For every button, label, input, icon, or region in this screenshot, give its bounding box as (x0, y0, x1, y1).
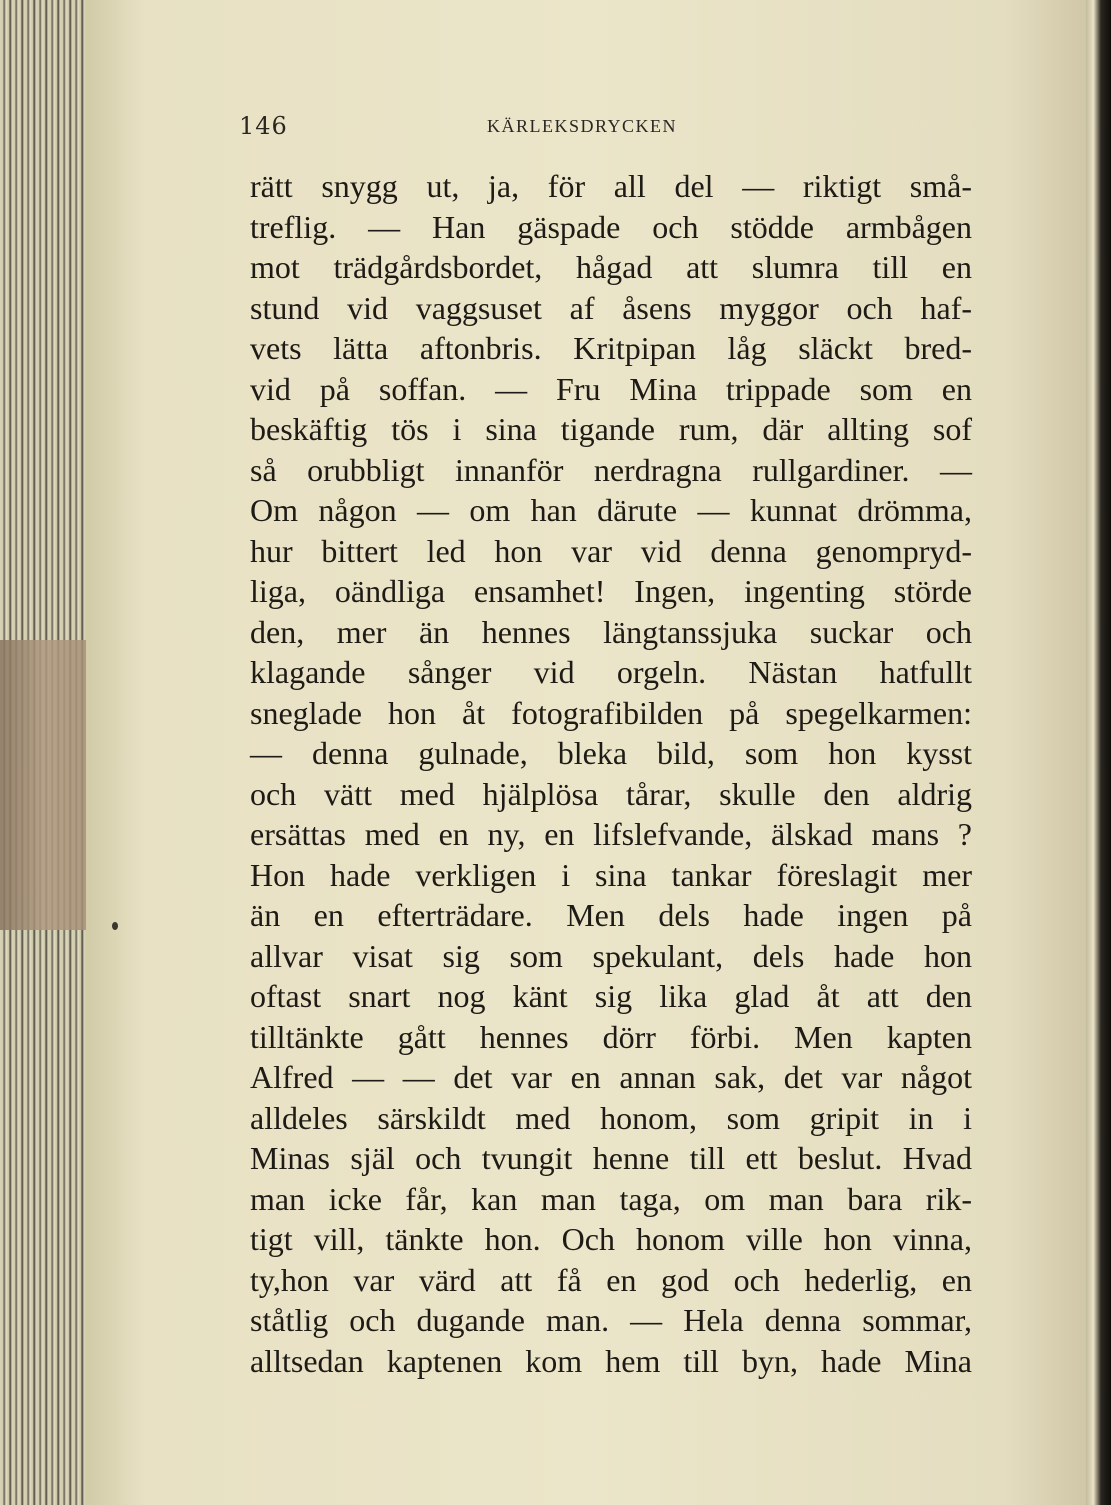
text-line: ty,hon var värd att få en god och hederlig, en (250, 1261, 972, 1298)
text-line: så orubbligt innanför nerdragna rullgardiner. — (250, 451, 972, 488)
body-text (250, 166, 972, 1381)
text-line: ersättas med en ny, en lifslefvande, älskad mans ? (250, 816, 972, 852)
text-line: oftast snart nog känt sig lika glad åt att den (250, 978, 972, 1014)
ink-speck (112, 922, 118, 930)
text-line: treflig. — Han gäspade och stödde armbågen (250, 208, 972, 245)
text-line: vid på soffan. — Fru Mina trippade som en (250, 370, 972, 407)
text-line: Hon hade verkligen i sina tankar föreslagit mer (250, 856, 972, 893)
text-line: beskäftig tös i sina tigande rum, där allting sof (250, 411, 972, 447)
text-line: ståtlig och dugande man. — Hela denna sommar, (250, 1302, 972, 1338)
text-line: hur bittert led hon var vid denna genompryd- (250, 532, 972, 569)
page-number: 146 (239, 112, 288, 140)
text-line: Minas själ och tvungit henne till ett beslut. Hvad (250, 1140, 972, 1176)
text-line: vets lätta aftonbris. Kritpipan låg släckt bred- (250, 330, 972, 366)
text-line: tigt vill, tänkte hon. Och honom ville hon vinna, (250, 1221, 972, 1257)
text-line: klagande sånger vid orgeln. Nästan hatfullt (250, 654, 972, 690)
text-line: Alfred — — det var en annan sak, det var något (250, 1059, 972, 1095)
text-line: den, mer än hennes längtanssjuka suckar och (250, 613, 972, 650)
text-line: man icke får, kan man taga, om man bara rik- (250, 1180, 972, 1217)
text-line: och vätt med hjälplösa tårar, skulle den aldrig (250, 775, 972, 812)
text-line: allvar visat sig som spekulant, dels hade hon (250, 937, 972, 974)
text-line: alldeles särskildt med honom, som gripit in i (250, 1099, 972, 1136)
text-line: mot trädgårdsbordet, hågad att slumra till en (250, 249, 972, 285)
text-line: alltsedan kaptenen kom hem till byn, hade Mina (250, 1342, 972, 1379)
text-line: stund vid vaggsuset af åsens myggor och haf- (250, 289, 972, 326)
text-line: än en efterträdare. Men dels hade ingen på (250, 897, 972, 933)
text-line: rätt snygg ut, ja, för all del — riktigt små- (250, 168, 972, 204)
book-gutter-edge (1086, 0, 1111, 1505)
text-line: sneglade hon åt fotografibilden på spegelkarmen: (250, 694, 972, 731)
text-line: Om någon — om han därute — kunnat drömma, (250, 492, 972, 528)
running-head: KÄRLEKSDRYCKEN (487, 116, 678, 136)
text-line: liga, oändliga ensamhet! Ingen, ingenting störde (250, 573, 972, 609)
text-line: tilltänkte gått hennes dörr förbi. Men kapten (250, 1018, 972, 1055)
text-line: — denna gulnade, bleka bild, som hon kysst (250, 735, 972, 771)
page-header (239, 112, 979, 152)
